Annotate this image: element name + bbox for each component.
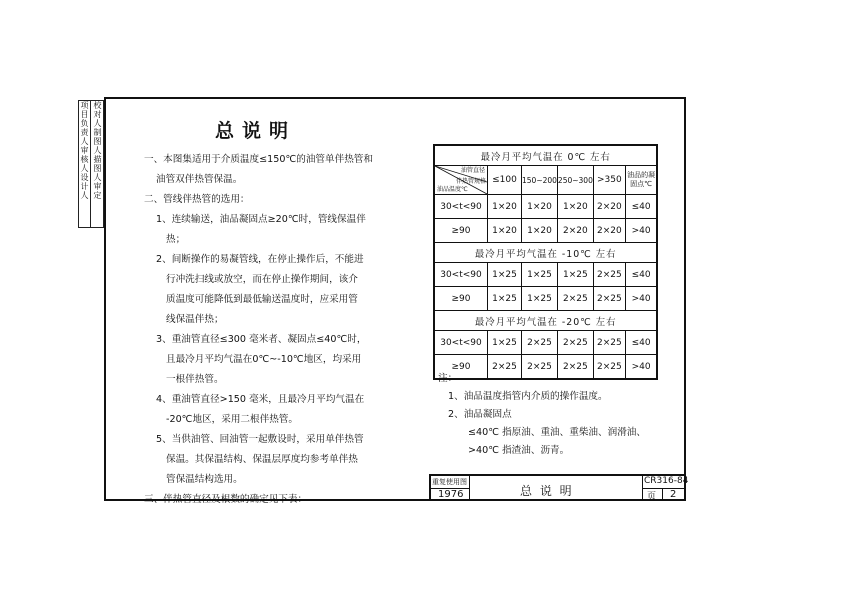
table-cell: ≤40 — [625, 331, 657, 355]
clause-2-1-line-1: 1、连续输送，油品凝固点≥20℃时，管线保温伴 — [156, 214, 366, 225]
row-temp: 30<t<90 — [434, 195, 488, 219]
table-cell: ≤40 — [625, 263, 657, 287]
corner-label-tracer-spec: 伴热管规格 — [455, 178, 486, 185]
table-cell: 2×25 — [557, 287, 593, 311]
table-cell: 1×25 — [522, 263, 558, 287]
page-label: 页 — [647, 492, 657, 502]
clause-2-3-line-3: 一根伴热管。 — [166, 374, 224, 385]
corner-label-pipe-diameter: 油管直径 — [460, 167, 485, 174]
drawing-code: CR316-84 — [644, 476, 689, 486]
clause-2-4-line-1: 4、重油管直径>150 毫米，且最冷月平均气温在 — [156, 394, 365, 405]
col-header-2: 150~200 — [522, 166, 558, 195]
table-cell: 1×20 — [557, 195, 593, 219]
table-cell: 2×20 — [593, 195, 625, 219]
table-cell: 1×25 — [488, 331, 522, 355]
table-cell: 1×25 — [488, 287, 522, 311]
general-notes — [144, 150, 406, 510]
section-header-0c: 最冷月平均气温在 0℃ 左右 — [434, 145, 657, 166]
table-cell: 2×25 — [522, 331, 558, 355]
table-cell: 1×25 — [557, 263, 593, 287]
table-cell: ≤40 — [625, 195, 657, 219]
col-header-4: >350 — [593, 166, 625, 195]
clause-2-heading: 二、管线伴热管的选用： — [144, 194, 250, 205]
clause-2-4-line-2: -20℃地区，采用二根伴热管。 — [166, 414, 298, 425]
row-temp: ≥90 — [434, 287, 488, 311]
reuse-drawing-label: 重复使用图 — [432, 478, 467, 486]
table-cell: 1×25 — [522, 287, 558, 311]
table-cell: >40 — [625, 355, 657, 380]
signoff-column-2: 校对人制图人描图人审定 — [93, 101, 102, 200]
clause-1-line-2: 油管双伴热管保温。 — [156, 174, 243, 185]
clause-2-2-line-1: 2、间断操作的易凝管线，在停止操作后，不能进 — [156, 254, 364, 265]
row-temp: 30<t<90 — [434, 331, 488, 355]
col-header-5: 油品的凝固点℃ — [625, 166, 657, 195]
table-cell: 2×25 — [522, 355, 558, 380]
row-temp: ≥90 — [434, 355, 488, 380]
title-block-page-divider — [662, 488, 663, 501]
section-header-minus20c: 最冷月平均气温在 -20℃ 左右 — [434, 311, 657, 331]
table-cell: 1×20 — [522, 195, 558, 219]
table-cell: 1×20 — [488, 195, 522, 219]
table-notes — [438, 370, 678, 460]
corner-header-cell — [434, 166, 488, 195]
clause-2-2-line-4: 线保温伴热； — [166, 314, 224, 325]
table-cell: 2×25 — [593, 355, 625, 380]
table-cell: 2×20 — [593, 219, 625, 243]
clause-2-1-line-2: 热； — [166, 234, 186, 245]
table-cell: 2×25 — [593, 263, 625, 287]
page-number: 2 — [670, 489, 677, 500]
note-2a: ≤40℃ 指原油、重油、重柴油、润滑油、 — [468, 427, 646, 438]
table-cell: 1×20 — [488, 219, 522, 243]
section-header-minus10c: 最冷月平均气温在 -10℃ 左右 — [434, 243, 657, 263]
note-2: 2、油品凝固点 — [448, 409, 512, 420]
clause-3-heading: 三、伴热管直径及根数的确定见下表： — [144, 494, 308, 505]
drawing-name: 总 说 明 — [520, 484, 574, 498]
tracer-selection-table — [433, 144, 658, 380]
clause-2-2-line-2: 行冲洗扫线或放空，而在停止操作期间，该介 — [166, 274, 358, 285]
table-cell: 2×25 — [593, 287, 625, 311]
clause-2-5-line-1: 5、当供油管、回油管一起敷设时，采用单伴热管 — [156, 434, 364, 445]
note-1: 1、油品温度指管内介质的操作温度。 — [448, 391, 608, 402]
note-2b: >40℃ 指渣油、沥青。 — [468, 445, 570, 456]
col-header-1: ≤100 — [488, 166, 522, 195]
clause-2-3-line-2: 且最冷月平均气温在0℃~-10℃地区，均采用 — [166, 354, 362, 365]
notes-title: 注： — [438, 373, 458, 384]
table-cell: 2×25 — [488, 355, 522, 380]
row-temp: 30<t<90 — [434, 263, 488, 287]
corner-label-oil-temp: 油品温度℃ — [437, 186, 468, 193]
table-cell: 2×25 — [557, 355, 593, 380]
clause-1-line-1: 一、本图集适用于介质温度≤150℃的油管单伴热管和 — [144, 154, 373, 165]
table-cell: 1×20 — [522, 219, 558, 243]
table-cell: 2×20 — [557, 219, 593, 243]
signoff-strip — [78, 100, 104, 228]
table-cell: 2×25 — [557, 331, 593, 355]
table-cell: 1×25 — [488, 263, 522, 287]
table-cell: >40 — [625, 287, 657, 311]
page-title: 总说明 — [215, 120, 297, 142]
clause-2-3-line-1: 3、重油管直径≤300 毫米者、凝固点≤40℃时， — [156, 334, 367, 345]
table-cell: >40 — [625, 219, 657, 243]
row-temp: ≥90 — [434, 219, 488, 243]
clause-2-5-line-3: 管保温结构选用。 — [166, 474, 243, 485]
signoff-column-1: 项目负责人审核人设计人 — [79, 101, 91, 227]
table-cell: 2×25 — [593, 331, 625, 355]
clause-2-5-line-2: 保温。其保温结构、保温层厚度均参考单伴热 — [166, 454, 358, 465]
clause-2-2-line-3: 质温度可能降低到最低输送温度时，应采用管 — [166, 294, 358, 305]
col-header-3: 250~300 — [557, 166, 593, 195]
drawing-year: 1976 — [438, 489, 464, 500]
